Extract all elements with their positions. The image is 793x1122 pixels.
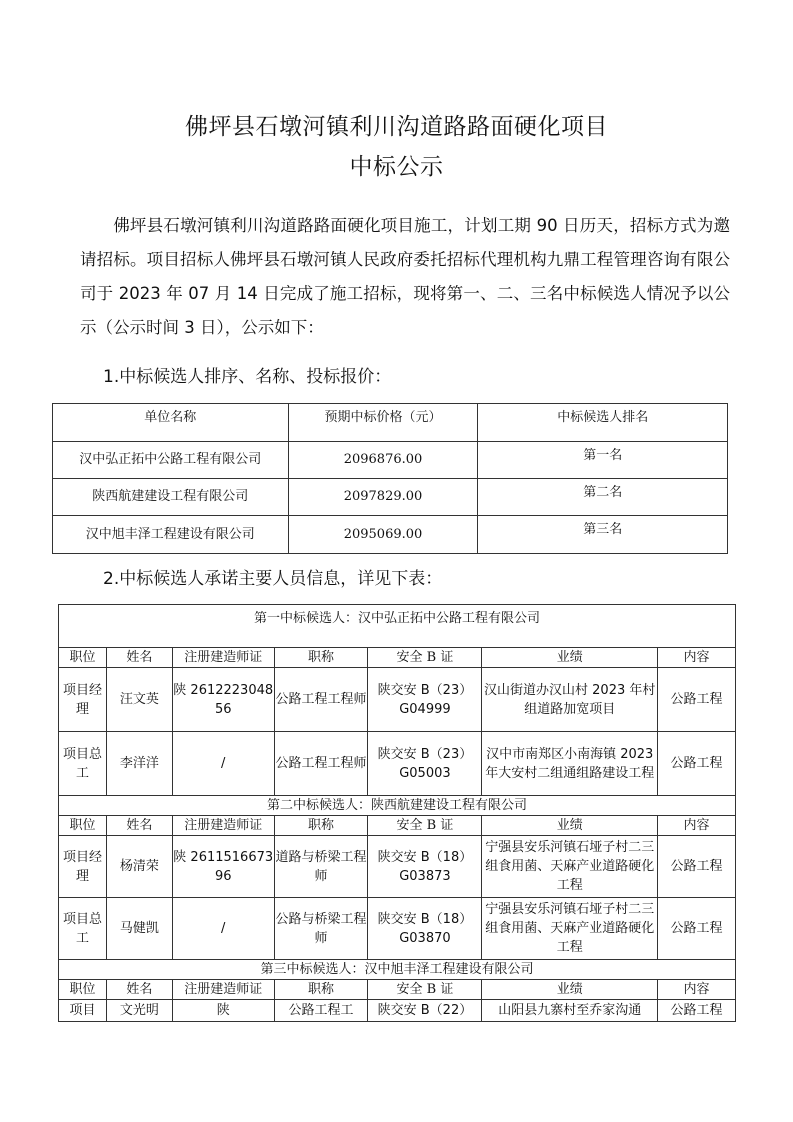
section2-heading: 2.中标候选人承诺主要人员信息，详见下表：: [103, 569, 443, 589]
header-content: 内容: [658, 648, 736, 668]
content-cell: 公路工程: [658, 732, 736, 796]
position-cell: 项目总工: [59, 732, 107, 796]
table-row: [59, 732, 736, 796]
header-name: 姓名: [106, 816, 172, 836]
name-cell: 文光明: [106, 1000, 172, 1022]
header-content: 内容: [658, 980, 736, 1000]
performance-cell: 山阳县九寨村至乔家沟通: [482, 1000, 658, 1022]
header-position: 职位: [59, 980, 107, 1000]
table-header-row: [53, 404, 728, 442]
name-cell: 马健凯: [106, 898, 172, 960]
table-header-row: [59, 648, 736, 668]
bid-price: 2096876.00: [288, 442, 478, 479]
name-cell: 汪文英: [106, 668, 172, 732]
header-cert: 注册建造师证: [172, 980, 274, 1000]
header-cert: 注册建造师证: [172, 648, 274, 668]
header-content: 内容: [658, 816, 736, 836]
header-title: 职称: [274, 648, 368, 668]
bid-price: 2097829.00: [288, 479, 478, 516]
intro-paragraph: [80, 209, 730, 345]
header-performance: 业绩: [482, 816, 658, 836]
section-title: 第一中标候选人：汉中弘正拓中公路工程有限公司: [59, 605, 736, 648]
cert-cell: 陕 261222304856: [172, 668, 274, 732]
rank-label: 第三名: [478, 516, 728, 554]
header-safety: 安全 B 证: [368, 648, 482, 668]
content-cell: 公路工程: [658, 898, 736, 960]
header-position: 职位: [59, 648, 107, 668]
name-cell: 李洋洋: [106, 732, 172, 796]
title-cell: 公路工程工程师: [274, 668, 368, 732]
performance-cell: 宁强县安乐河镇石垭子村二三组食用菌、天麻产业道路硬化工程: [482, 898, 658, 960]
header-position: 职位: [59, 816, 107, 836]
personnel-table: [58, 604, 736, 1022]
document-subtitle: 中标公示: [349, 154, 444, 180]
header-safety: 安全 B 证: [368, 816, 482, 836]
cert-cell: 陕: [172, 1000, 274, 1022]
content-cell: 公路工程: [658, 1000, 736, 1022]
title-cell: 公路工程工: [274, 1000, 368, 1022]
header-price: 预期中标价格（元）: [288, 404, 478, 442]
safety-cell: 陕交安 B（23）G04999: [368, 668, 482, 732]
content-cell: 公路工程: [658, 836, 736, 898]
rank-label: 第一名: [478, 442, 728, 479]
table-row: [53, 479, 728, 516]
title-cell: 公路与桥梁工程师: [274, 898, 368, 960]
rank-label: 第二名: [478, 479, 728, 516]
header-title: 职称: [274, 980, 368, 1000]
safety-cell: 陕交安 B（18）G03870: [368, 898, 482, 960]
cert-cell: 陕 261151667396: [172, 836, 274, 898]
table-row: [53, 442, 728, 479]
title-cell: 公路工程工程师: [274, 732, 368, 796]
table-row: [59, 1000, 736, 1022]
cert-cell: /: [172, 898, 274, 960]
section-title: 第二中标候选人：陕西航建建设工程有限公司: [59, 796, 736, 816]
header-title: 职称: [274, 816, 368, 836]
performance-cell: 汉中市南郑区小南海镇 2023 年大安村二组通组路建设工程: [482, 732, 658, 796]
header-name: 姓名: [106, 980, 172, 1000]
header-performance: 业绩: [482, 980, 658, 1000]
section-title-row: [59, 605, 736, 648]
name-cell: 杨清荣: [106, 836, 172, 898]
intro-text: 佛坪县石墩河镇利川沟道路路面硬化项目施工，计划工期 90 日历天，招标方式为邀请招标。项目招标人佛坪县石墩河镇人民政府委托招标代理机构九鼎工程管理咨询有限公司于 2023 年 07 月 14 日完成了施工招标，现将第一、二、三名中标候选人情况予以公示（公示时间 3 日），公示如下：: [80, 216, 730, 337]
position-cell: 项目: [59, 1000, 107, 1022]
safety-cell: 陕交安 B（23）G05003: [368, 732, 482, 796]
header-company: 单位名称: [53, 404, 289, 442]
table-header-row: [59, 816, 736, 836]
header-cert: 注册建造师证: [172, 816, 274, 836]
performance-cell: 宁强县安乐河镇石垭子村二三组食用菌、天麻产业道路硬化工程: [482, 836, 658, 898]
position-cell: 项目总工: [59, 898, 107, 960]
table-row: [59, 898, 736, 960]
title-cell: 道路与桥梁工程师: [274, 836, 368, 898]
company-name: 陕西航建建设工程有限公司: [53, 479, 289, 516]
position-cell: 项目经理: [59, 668, 107, 732]
header-rank: 中标候选人排名: [478, 404, 728, 442]
table-row: [59, 668, 736, 732]
candidate-ranking-table: [52, 403, 728, 554]
safety-cell: 陕交安 B（22）: [368, 1000, 482, 1022]
cert-cell: /: [172, 732, 274, 796]
company-name: 汉中旭丰泽工程建设有限公司: [53, 516, 289, 554]
section-title-row: [59, 796, 736, 816]
table-row: [53, 516, 728, 554]
safety-cell: 陕交安 B（18）G03873: [368, 836, 482, 898]
company-name: 汉中弘正拓中公路工程有限公司: [53, 442, 289, 479]
position-cell: 项目经理: [59, 836, 107, 898]
header-safety: 安全 B 证: [368, 980, 482, 1000]
section1-heading: 1.中标候选人排序、名称、投标报价：: [103, 367, 392, 387]
header-performance: 业绩: [482, 648, 658, 668]
table-header-row: [59, 980, 736, 1000]
bid-price: 2095069.00: [288, 516, 478, 554]
section-title-row: [59, 960, 736, 980]
content-cell: 公路工程: [658, 668, 736, 732]
document-title: 佛坪县石墩河镇利川沟道路路面硬化项目: [185, 114, 608, 140]
header-name: 姓名: [106, 648, 172, 668]
section-title: 第三中标候选人：汉中旭丰泽工程建设有限公司: [59, 960, 736, 980]
performance-cell: 汉山街道办汉山村 2023 年村组道路加宽项目: [482, 668, 658, 732]
table-row: [59, 836, 736, 898]
